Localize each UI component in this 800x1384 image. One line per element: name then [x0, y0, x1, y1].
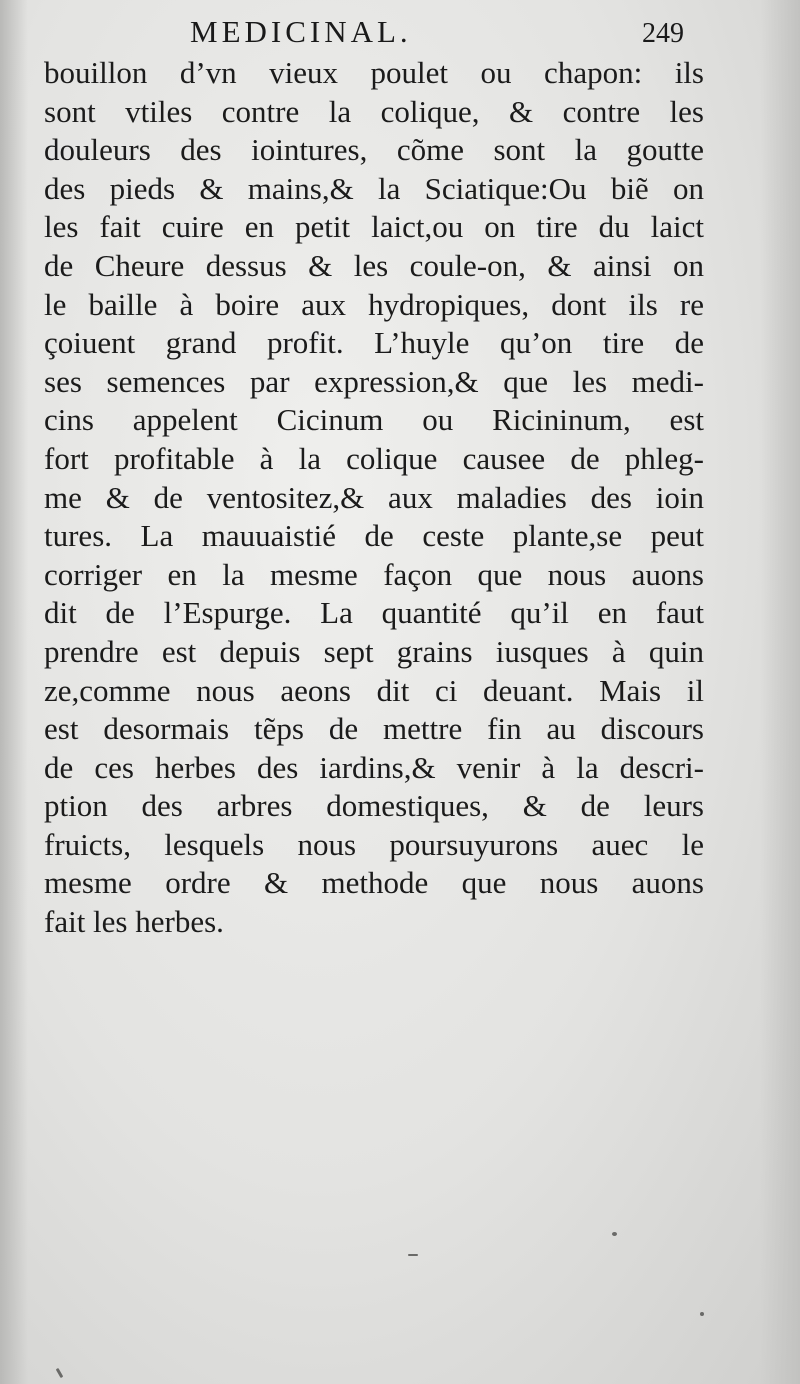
text-line: douleurs des iointures, cõme sont la goutte	[44, 132, 704, 168]
text-line: de Cheure dessus & les coule-on, & ainsi on	[44, 247, 704, 283]
text-line: prendre est depuis sept grains iusques à quin	[44, 633, 704, 669]
text-line: les fait cuire en petit laict,ou on tire du laict	[44, 209, 704, 245]
text-line: mesme ordre & methode que nous auons	[44, 865, 704, 901]
text-line: corriger en la mesme façon que nous auons	[44, 556, 704, 592]
page-header	[0, 14, 800, 54]
text-line: ses semences par expression,& que les medi-	[44, 363, 704, 399]
show-through-text	[60, 918, 720, 1222]
text-line: fait les herbes.	[44, 904, 224, 940]
text-line: ze,comme nous aeons dit ci deuant. Mais il	[44, 672, 704, 708]
page-number: 249	[642, 18, 684, 49]
text-line: fort profitable à la colique causee de phleg-	[44, 440, 704, 476]
text-line: me & de ventositez,& aux maladies des ioin	[44, 479, 704, 515]
text-line: fruicts, lesquels nous poursuyurons auec le	[44, 826, 704, 862]
text-line: ption des arbres domestiques, & de leurs	[44, 788, 704, 824]
text-line: bouillon d’vn vieux poulet ou chapon: ils	[44, 55, 704, 90]
text-line: dit de l’Espurge. La quantité qu’il en faut	[44, 595, 704, 631]
paper-speck	[700, 1312, 704, 1316]
running-head: MEDICINAL.	[190, 14, 412, 49]
paper-speck	[612, 1232, 617, 1236]
text-line: cins appelent Cicinum ou Ricininum, est	[44, 402, 704, 438]
body-text	[44, 54, 704, 942]
text-line: est desormais tẽps de mettre fin au discours	[44, 711, 704, 747]
paper-speck	[408, 1254, 418, 1256]
text-line: çoiuent grand profit. L’huyle qu’on tire de	[44, 325, 704, 361]
text-line: des pieds & mains,& la Sciatique:Ou biẽ on	[44, 170, 704, 206]
paper-speck	[56, 1368, 64, 1378]
text-line: tures. La mauuaistié de ceste plante,se peut	[44, 518, 704, 554]
text-line: le baille à boire aux hydropiques, dont ils re	[44, 286, 704, 322]
text-line: de ces herbes des iardins,& venir à la descri-	[44, 749, 704, 785]
text-line: sont vtiles contre la colique, & contre les	[44, 93, 704, 129]
